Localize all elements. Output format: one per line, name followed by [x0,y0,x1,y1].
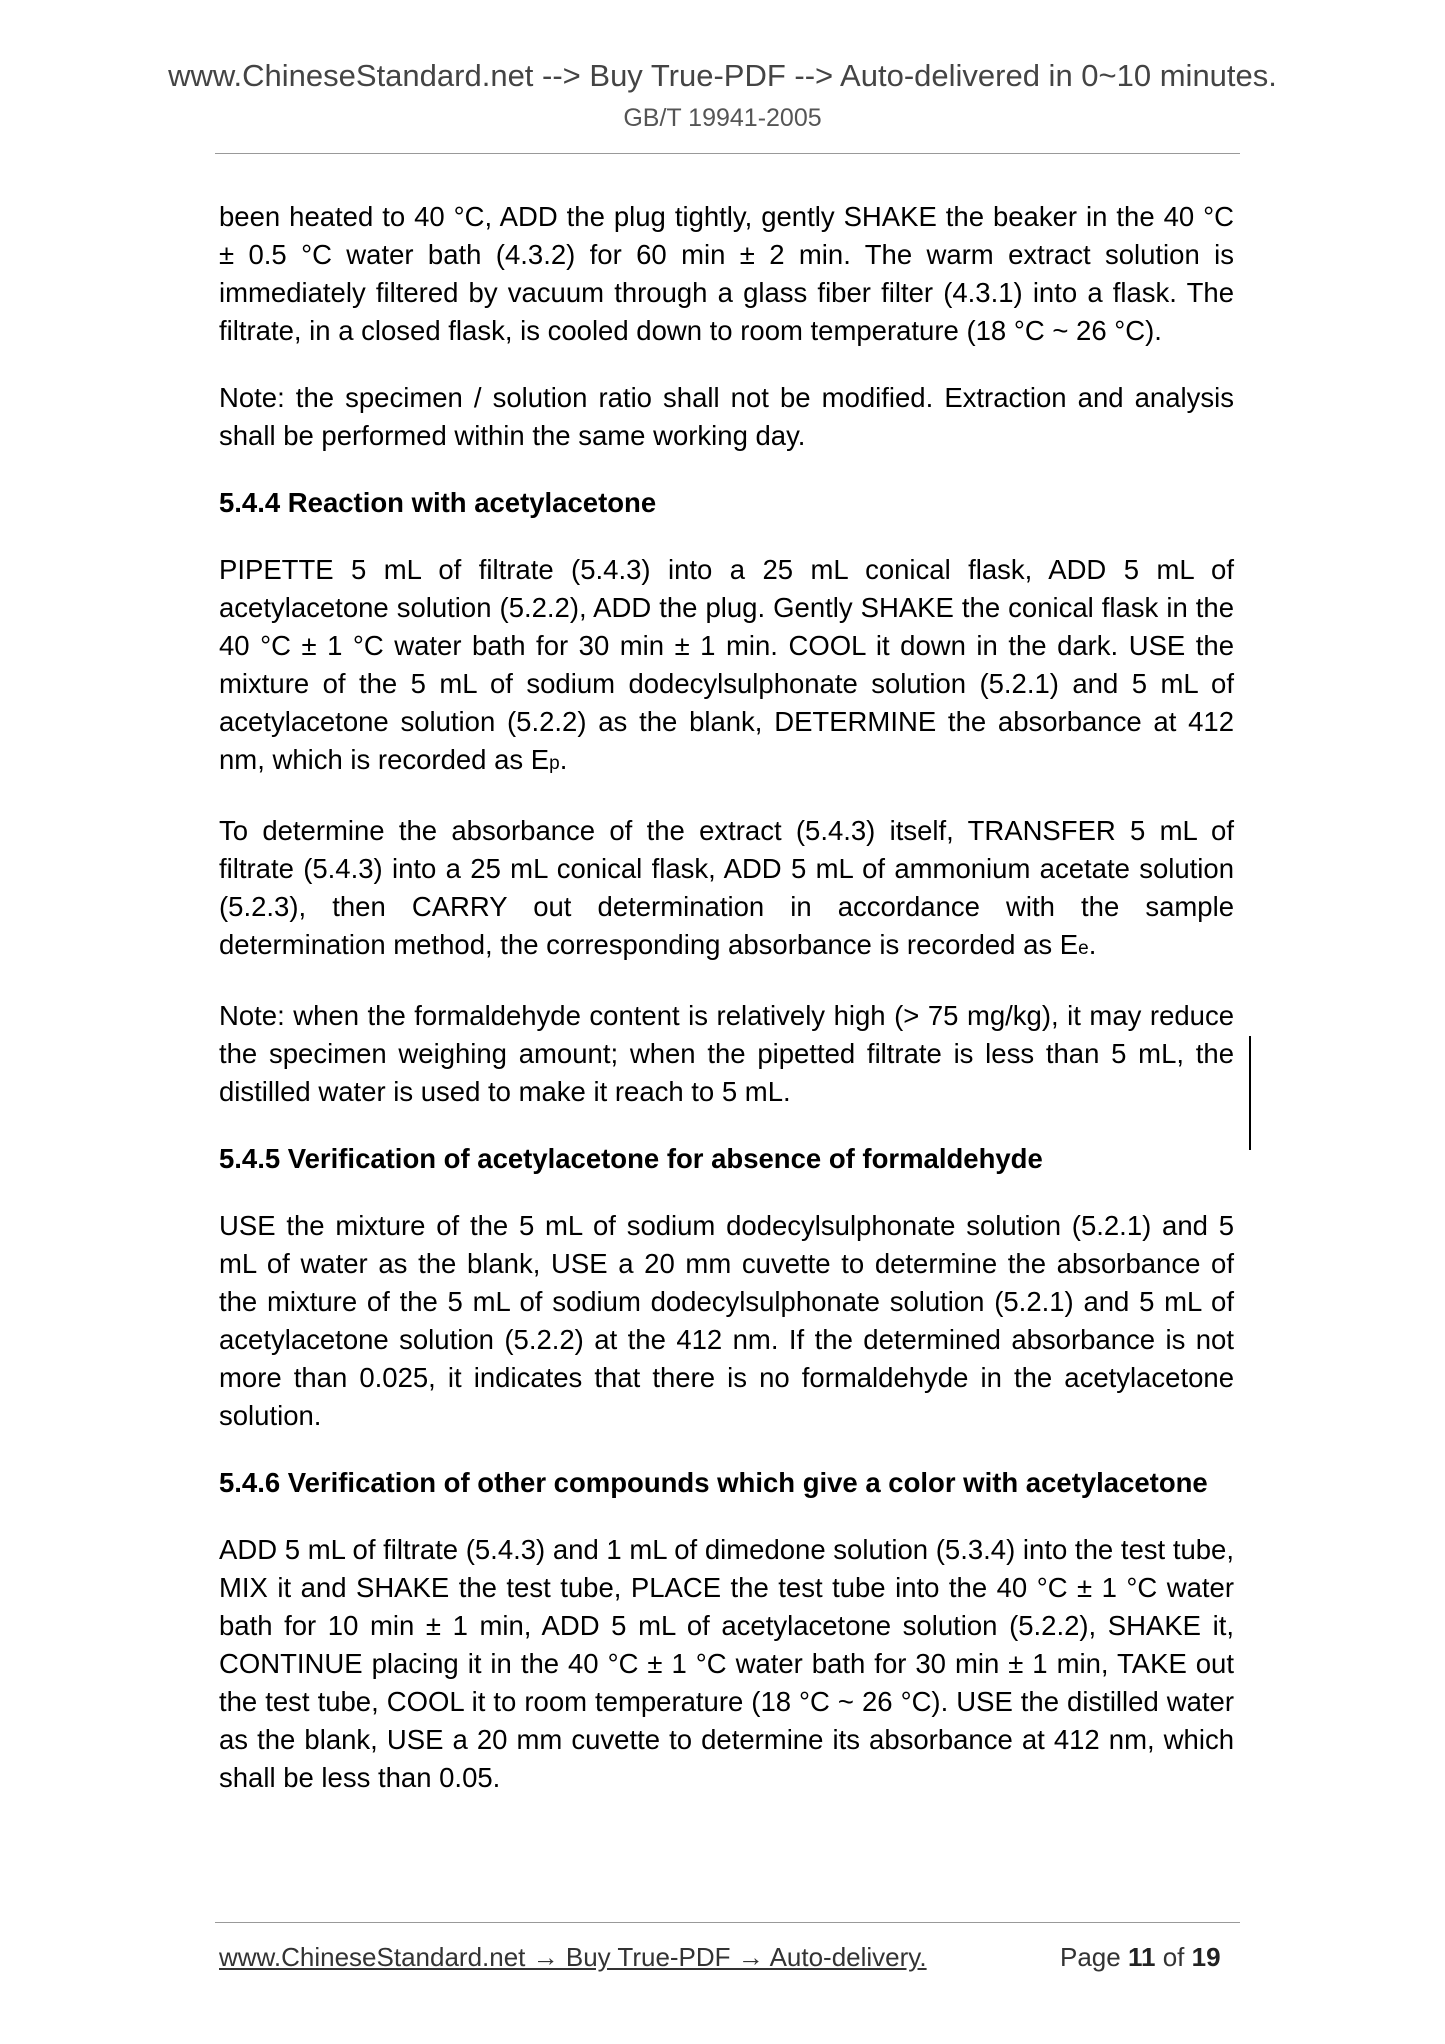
standard-code: GB/T 19941-2005 [623,104,822,132]
page-number [1060,1942,1221,1973]
paragraph-reaction [219,551,1234,783]
paragraph-extract-text: To determine the absorbance of the extract (5.4.3) itself, TRANSFER 5 mL of filtrate (5.4.3) into a 25 mL conical flask, ADD 5 mL of ammonium acetate solution (5.2.3), then CARRY out determination in accordance with the sample determination method, the corresponding absorbance is recorded as E [219,815,1234,960]
paragraph-verification-other: ADD 5 mL of filtrate (5.4.3) and 1 mL of dimedone solution (5.3.4) into the test tube, MIX it and SHAKE the test tube, PLACE the test tube into the 40 °C ± 1 °C water bath for 10 min ± 1 min, ADD 5 mL of acetylacetone solution (5.2.2), SHAKE it, CONTINUE placing it in the 40 °C ± 1 °C water bath for 30 min ± 1 min, TAKE out the test tube, COOL it to room temperature (18 °C ~ 26 °C). USE the distilled water as the blank, USE a 20 mm cuvette to determine its absorbance at 412 nm, which shall be less than 0.05. [219,1534,1234,1793]
page-current: 11 [1127,1942,1156,1972]
revision-change-bar [1249,1036,1251,1150]
page-total: 19 [1191,1942,1221,1972]
heading-5-4-5: 5.4.5 Verification of acetylacetone for absence of formaldehyde [219,1143,1043,1174]
paragraph-reaction-text: PIPETTE 5 mL of filtrate (5.4.3) into a 25 mL conical flask, ADD 5 mL of acetylacetone solution (5.2.2), ADD the plug. Gently SHAKE the conical flask in the 40 °C ± 1 °C water bath for 30 min ± 1 min. COOL it down in the dark. USE the mixture of the 5 mL of sodium dodecylsulphonate solution (5.2.1) and 5 mL of acetylacetone solution (5.2.2) as the blank, DETERMINE the absorbance at 412 nm, which is recorded as E [219,554,1234,775]
footer-link[interactable]: www.ChineseStandard.net → Buy True-PDF → Auto-delivery. [219,1942,927,1972]
paragraph-reaction-end: . [559,744,568,775]
page-body [219,198,1234,1826]
paragraph-extract-end: . [1088,929,1097,960]
paragraph-verification-acetylacetone: USE the mixture of the 5 mL of sodium dodecylsulphonate solution (5.2.1) and 5 mL of water as the blank, USE a 20 mm cuvette to determine the absorbance of the mixture of the 5 mL of sodium dodecylsulphonate solution (5.2.1) and 5 mL of acetylacetone solution (5.2.2) at the 412 nm. If the determined absorbance is not more than 0.025, it indicates that there is no formaldehyde in the acetylacetone solution. [219,1210,1234,1431]
page-of: of [1162,1942,1185,1972]
subscript-e: e [1078,938,1089,959]
page-word: Page [1060,1942,1121,1972]
heading-5-4-4: 5.4.4 Reaction with acetylacetone [219,487,657,518]
paragraph-extract-absorbance [219,812,1234,968]
note-ratio: Note: the specimen / solution ratio shall not be modified. Extraction and analysis shall be performed within the same working day. [219,382,1234,451]
header-divider [215,153,1240,154]
footer-divider [215,1922,1240,1923]
subscript-p: p [549,753,560,774]
heading-5-4-6: 5.4.6 Verification of other compounds which give a color with acetylacetone [219,1467,1208,1498]
note-formaldehyde-high: Note: when the formaldehyde content is relatively high (> 75 mg/kg), it may reduce the specimen weighing amount; when the pipetted filtrate is less than 5 mL, the distilled water is used to make it reach to 5 mL. [219,1000,1234,1107]
paragraph-extraction: been heated to 40 °C, ADD the plug tightly, gently SHAKE the beaker in the 40 °C ± 0.5 °C water bath (4.3.2) for 60 min ± 2 min. The warm extract solution is immediately filtered by vacuum through a glass fiber filter (4.3.1) into a flask. The filtrate, in a closed flask, is cooled down to room temperature (18 °C ~ 26 °C). [219,201,1234,346]
header-banner: www.ChineseStandard.net --> Buy True-PDF --> Auto-delivered in 0~10 minutes. [168,58,1277,93]
